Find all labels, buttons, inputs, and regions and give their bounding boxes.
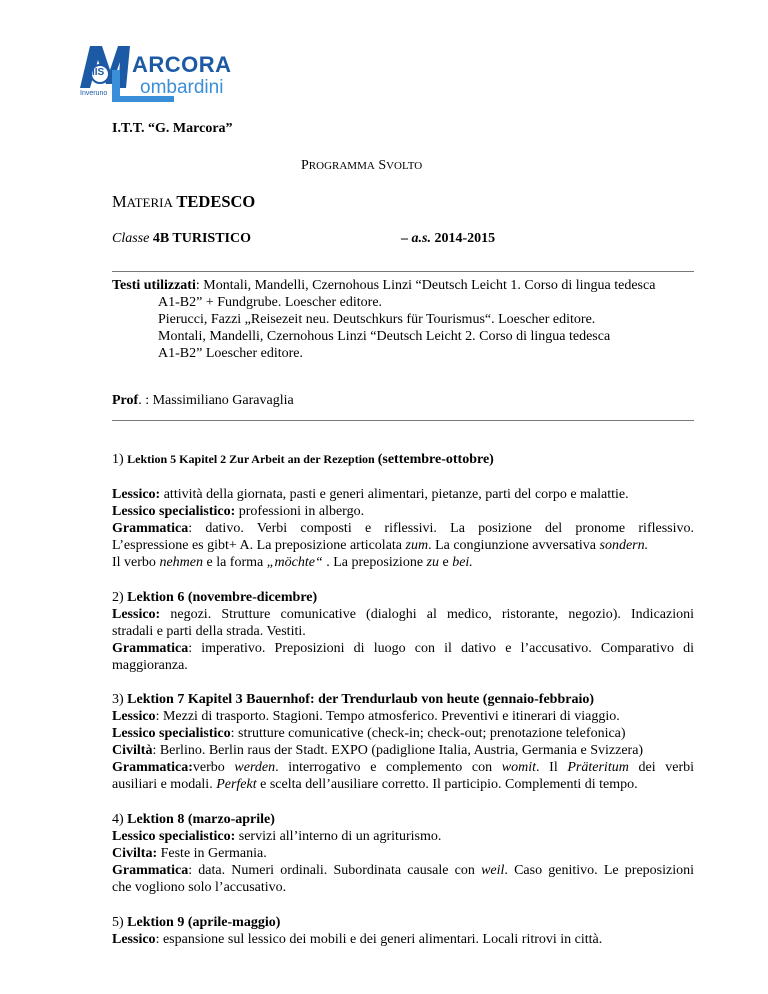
- subject-line: MATERIA TEDESCO: [112, 192, 256, 211]
- divider-bottom: [112, 420, 694, 421]
- school-year: – a.s. 2014-2015: [401, 231, 496, 246]
- school-logo: [76, 40, 246, 104]
- section-4-heading: 4) Lektion 8 (marzo-aprile): [112, 812, 275, 827]
- textbooks-line-2: A1-B2” + Fundgrube. Loescher editore.: [158, 295, 383, 310]
- teacher-line: Prof. : Massimiliano Garavaglia: [112, 393, 294, 408]
- document-title: PROGRAMMA SVOLTO: [301, 158, 423, 173]
- section-3-grammatica-2: ausiliari e modali. Perfekt e scelta dell’ausiliare corretto. Il participio. Complementi di tempo.: [112, 777, 638, 792]
- section-3-civilta: Civiltà: Berlino. Berlin raus der Stadt. EXPO (padiglione Italia, Austria, Germania e Svizzera): [112, 743, 644, 758]
- section-3-grammatica: Grammatica:verbo werden. interrogativo e complemento con womit. Il Präteritum dei verbi: [112, 760, 694, 775]
- section-4-grammatica-2: che vogliono solo l’accusativo.: [112, 880, 287, 895]
- section-5-lessico: Lessico: espansione sul lessico dei mobili e dei generi alimentari. Locali ritrovi in città.: [112, 932, 603, 947]
- section-5-heading: 5) Lektion 9 (aprile-maggio): [112, 915, 281, 930]
- section-1-lessico: Lessico: attività della giornata, pasti e generi alimentari, pietanze, parti del corpo e malattie.: [112, 487, 629, 502]
- section-4-grammatica: Grammatica: data. Numeri ordinali. Subordinata causale con weil. Caso genitivo. Le preposizioni: [112, 863, 694, 878]
- section-1-grammatica: Grammatica: dativo. Verbi composti e riflessivi. La posizione del pronome riflessivo.: [112, 521, 694, 536]
- section-4-civilta: Civilta: Feste in Germania.: [112, 846, 267, 861]
- section-3-heading: 3) Lektion 7 Kapitel 3 Bauernhof: der Trendurlaub von heute (gennaio-febbraio): [112, 692, 595, 707]
- class-value: 4B TURISTICO: [152, 231, 252, 246]
- logo-tagline: Inveruno: [80, 90, 108, 97]
- divider-top: [112, 271, 694, 272]
- section-2-lessico: Lessico: negozi. Strutture comunicative (dialoghi al medico, ristorante, negozio). Indicazioni: [112, 607, 694, 622]
- textbooks-line-5: A1-B2” Loescher editore.: [158, 346, 303, 361]
- school-name: I.T.T. “G. Marcora”: [112, 121, 233, 136]
- subject-value: TEDESCO: [176, 192, 256, 211]
- textbooks-line-3: Pierucci, Fazzi „Reisezeit neu. Deutschkurs für Tourismus“. Loescher editore.: [158, 312, 596, 327]
- section-1-grammatica-2: L’espressione es gibt+ A. La preposizione articolata zum. La congiunzione avversativa sondern.: [112, 538, 649, 553]
- section-1-specialistico: Lessico specialistico: professioni in albergo.: [112, 504, 365, 519]
- section-2-grammatica: Grammatica: imperativo. Preposizioni di luogo con il dativo e l’accusativo. Comparativo di: [112, 641, 694, 656]
- section-1-heading: 1) Lektion 5 Kapitel 2 Zur Arbeit an der Rezeption (settembre-ottobre): [112, 452, 494, 467]
- logo-word-bottom: ombardini: [140, 77, 224, 98]
- section-2-lessico-2: stradali e parti della strada. Vestiti.: [112, 624, 306, 639]
- class-line: Classe 4B TURISTICO: [112, 231, 252, 246]
- section-2-grammatica-2: maggioranza.: [112, 658, 188, 673]
- section-2-heading: 2) Lektion 6 (novembre-dicembre): [112, 590, 318, 605]
- logo-word-top: ARCORA: [132, 52, 232, 77]
- textbooks-label: Testi utilizzati: [112, 278, 196, 293]
- textbooks-line-1: Testi utilizzati: Montali, Mandelli, Czernohous Linzi “Deutsch Leicht 1. Corso di lingua tedesca: [112, 278, 656, 293]
- section-3-specialistico: Lessico specialistico: strutture comunicative (check-in; check-out; prenotazione telefonica): [112, 726, 626, 741]
- section-3-lessico: Lessico: Mezzi di trasporto. Stagioni. Tempo atmosferico. Preventivi e itinerari di viaggio.: [112, 709, 620, 724]
- section-1-grammatica-3: Il verbo nehmen e la forma „möchte“ . La preposizione zu e bei.: [112, 555, 473, 570]
- logo-iis-text: IIS: [92, 67, 105, 78]
- textbooks-line-4: Montali, Mandelli, Czernohous Linzi “Deutsch Leicht 2. Corso di lingua tedesca: [158, 329, 611, 344]
- section-4-specialistico: Lessico specialistico: servizi all’interno di un agriturismo.: [112, 829, 442, 844]
